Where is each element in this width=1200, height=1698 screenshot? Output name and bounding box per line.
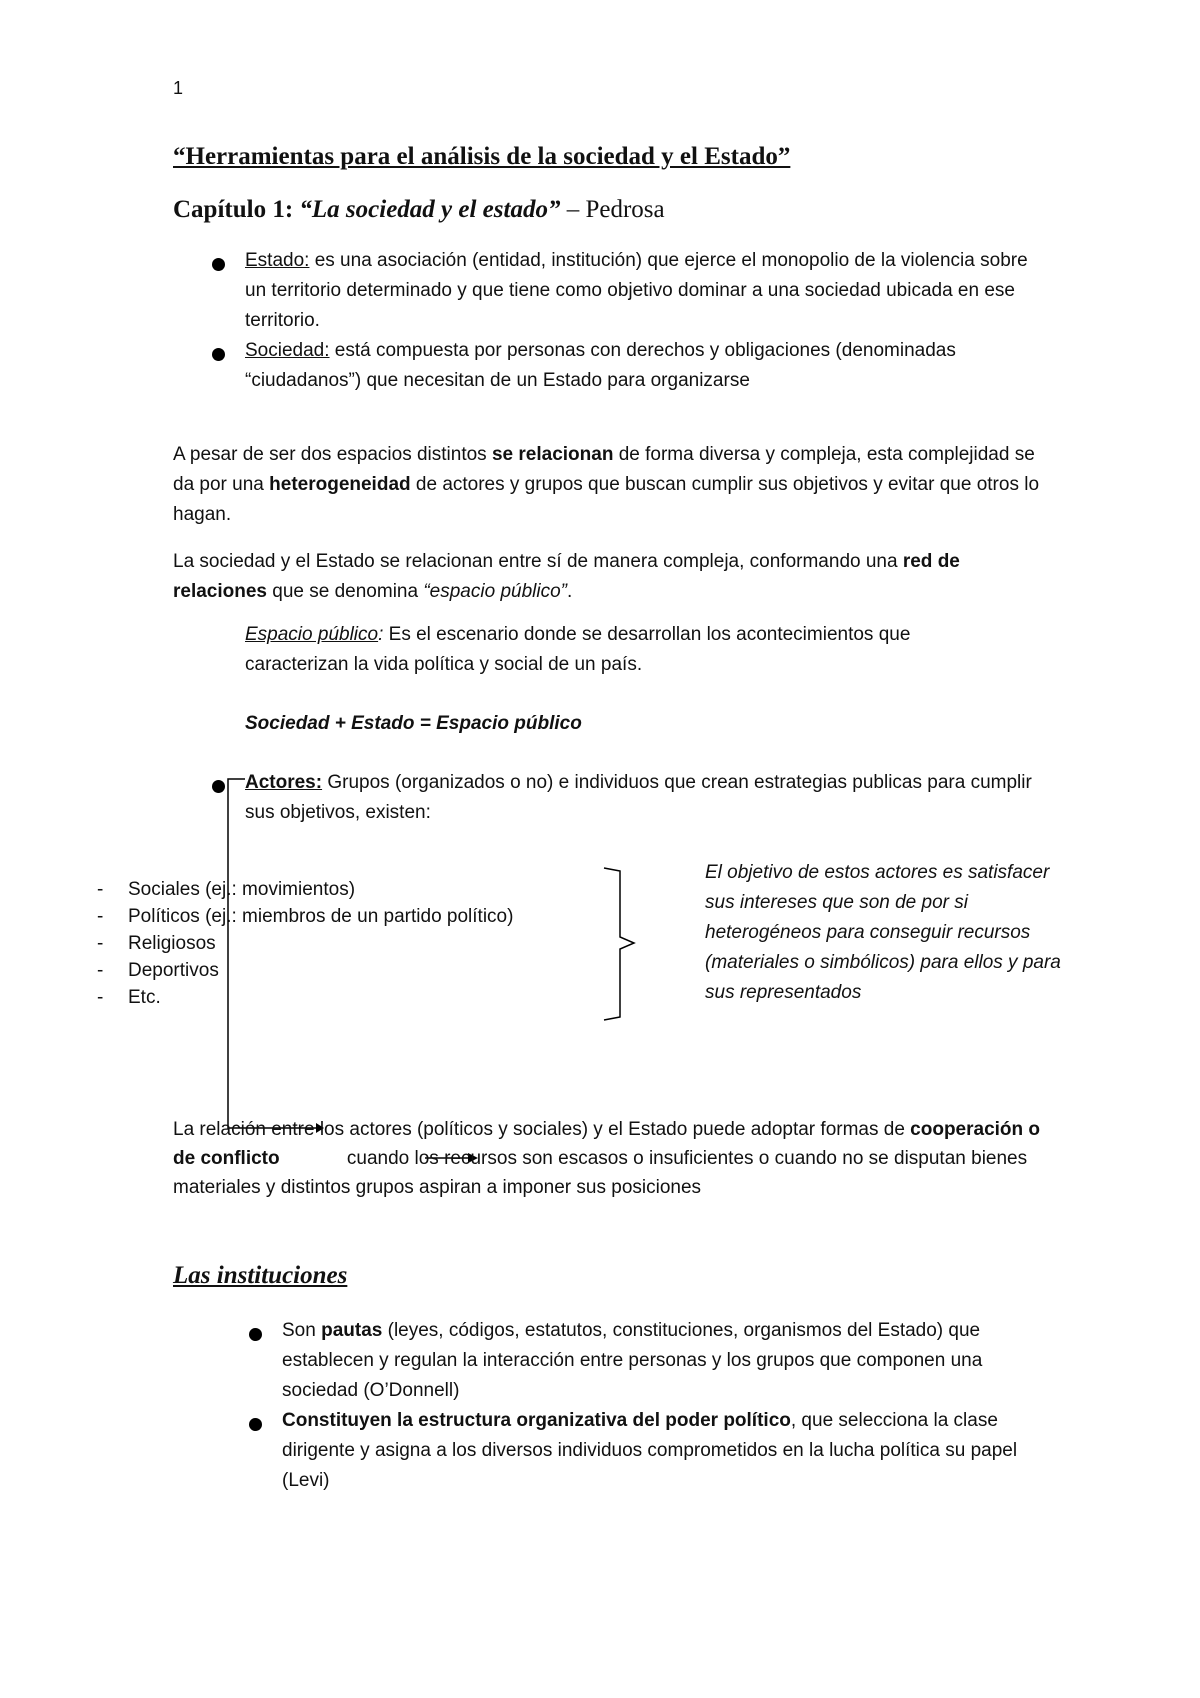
text: de actores y grupos que buscan cumplir sus objetivos y evitar que otros lo hagan. (173, 474, 1040, 525)
paragraph-cooperation-conflict (173, 1115, 1043, 1202)
institution-item (282, 1316, 1062, 1406)
italic-text: “espacio público” (423, 581, 567, 602)
text: A pesar de ser dos espacios distintos (173, 444, 492, 465)
dash-symbol: - (97, 960, 104, 981)
text: (leyes, códigos, estatutos, constituciones, organismos del Estado) que establecen y regulan la interacción entre personas y los grupos que componen una sociedad (O’Donnell) (282, 1320, 983, 1401)
definition-term: Actores: (245, 772, 323, 793)
text: Son (282, 1320, 322, 1341)
definition-text: es una asociación (entidad, institución) que ejerce el monopolio de la violencia sobre un territorio determinado y que tiene como objetivo dominar a una sociedad ubicada en ese territorio. (245, 250, 1028, 331)
bold-text: Constituyen la estructura organizativa del poder político (282, 1410, 791, 1431)
list-item: Políticos (ej.: miembros de un partido político) (128, 906, 514, 927)
text: La sociedad y el Estado se relacionan entre sí de manera compleja, conformando una (173, 551, 903, 572)
list-item: Etc. (128, 987, 161, 1008)
text: . (566, 581, 573, 602)
dash-symbol: - (97, 933, 104, 954)
dash-symbol: - (97, 987, 104, 1008)
definition-text: está compuesta por personas con derechos y obligaciones (denominadas “ciudadanos”) que necesitan de un Estado para organizarse (245, 340, 956, 391)
text: que se denomina (267, 581, 424, 602)
bold-text: cooperación o de conflicto (173, 1119, 1041, 1169)
document-title: “Herramientas para el análisis de la sociedad y el Estado” (173, 143, 791, 170)
text: , que selecciona la clase dirigente y asigna a los diversos individuos comprometidos en la lucha política su papel (Levi) (282, 1410, 1018, 1491)
bold-text: se relacionan (491, 444, 614, 465)
objective-note: El objetivo de estos actores es satisfacer sus intereses que son de por si heterogéneos para conseguir recursos (materiales o simbólicos) para ellos y para sus representados (705, 862, 1061, 1003)
text: La relación entre los actores (políticos y sociales) y el Estado puede adoptar formas de (173, 1119, 911, 1140)
definition-text: Es el escenario donde se desarrollan los acontecimientos que caracterizan la vida política y social de un país. (245, 624, 911, 675)
definition-term: Estado: (245, 250, 310, 271)
bold-text: heterogeneidad (269, 474, 411, 495)
section-title: Las instituciones (173, 1262, 348, 1289)
dash-symbol: - (97, 879, 104, 900)
definition-term: Espacio público (245, 624, 379, 645)
bullet-icon (249, 1328, 262, 1341)
text: de forma diversa y compleja, esta complejidad se da por una (173, 444, 1035, 495)
formula: Sociedad + Estado = Espacio público (245, 713, 582, 734)
list-item: Religiosos (128, 933, 216, 954)
list-item: Sociales (ej.: movimientos) (128, 879, 356, 900)
chapter-name: “La sociedad y el estado” (299, 196, 561, 223)
page-number: 1 (173, 78, 184, 98)
definition-term: Sociedad: (245, 340, 330, 361)
text: : (378, 624, 384, 645)
list-item: Deportivos (128, 960, 219, 981)
bold-text: pautas (321, 1320, 383, 1341)
bullet-icon (249, 1418, 262, 1431)
bold-text: red de relaciones (173, 551, 960, 602)
chapter-author: – Pedrosa (566, 196, 665, 223)
text: cuando los recursos son escasos o insuficientes o cuando no se disputan bienes materiales y distintos grupos aspiran a imponer sus posiciones (173, 1148, 1028, 1198)
institution-item (282, 1406, 1042, 1496)
dash-symbol: - (97, 906, 104, 927)
chapter-label: Capítulo 1: (173, 196, 294, 223)
definition-text: Grupos (organizados o no) e individuos que crean estrategias publicas para cumplir sus objetivos, existen: (245, 772, 1032, 823)
